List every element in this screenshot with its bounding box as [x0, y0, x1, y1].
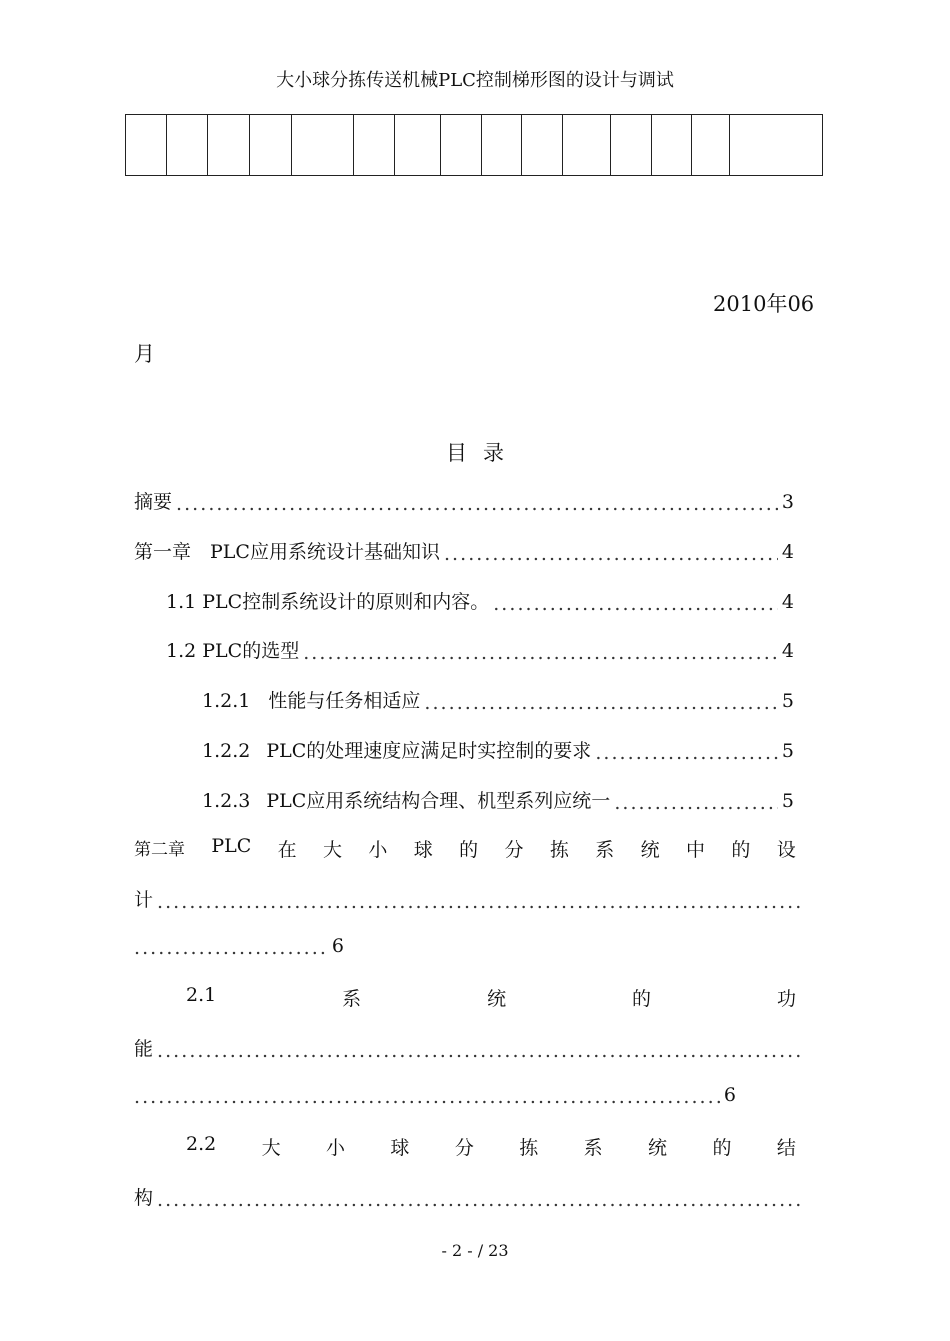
- dot-leader: [157, 1189, 802, 1208]
- grid-cell: [692, 115, 730, 175]
- toc-chapter2-line[interactable]: [134, 835, 796, 862]
- toc-word: 中: [686, 839, 706, 861]
- grid-cell: [167, 115, 208, 175]
- toc-entry[interactable]: [202, 686, 794, 713]
- toc-word: 大: [323, 839, 343, 861]
- dot-leader: [424, 692, 778, 711]
- toc-word: PLC: [211, 835, 252, 857]
- dot-leader: [614, 792, 778, 811]
- dot-leader: [134, 1086, 720, 1105]
- toc-word: 在: [277, 839, 297, 861]
- toc-word: 构: [134, 1187, 154, 1209]
- toc-word: 系: [583, 1137, 603, 1159]
- toc-word: 的: [632, 988, 652, 1010]
- toc-word: 小: [368, 839, 388, 861]
- toc-entry-page: 5: [781, 790, 794, 812]
- dot-leader: [157, 891, 802, 910]
- toc-word: 系: [595, 839, 615, 861]
- date-year: 2010年06: [713, 292, 815, 316]
- toc-entry[interactable]: [166, 587, 794, 614]
- toc-section21-continuation: [134, 1034, 802, 1061]
- toc-entry-page: 5: [781, 690, 794, 712]
- toc-word: 分: [504, 839, 524, 861]
- dot-leader: [157, 1040, 802, 1059]
- toc-entry[interactable]: [202, 786, 794, 813]
- toc-entry-label: 摘要: [134, 491, 173, 513]
- grid-cell: [395, 115, 441, 175]
- toc-word: 2.2: [186, 1133, 217, 1155]
- dot-leader: [444, 543, 778, 562]
- grid-cell: [730, 115, 822, 175]
- toc-word: 统: [487, 988, 507, 1010]
- toc-section21-line[interactable]: [186, 984, 796, 1011]
- toc-entry-number: 1.2.1: [202, 690, 251, 712]
- toc-word: 的: [712, 1137, 732, 1159]
- toc-word: 统: [648, 1137, 668, 1159]
- grid-cell: [482, 115, 522, 175]
- dot-leader: [134, 937, 328, 956]
- toc-entry-label: 第一章 PLC应用系统设计基础知识: [134, 541, 440, 563]
- toc-entry-page: 4: [781, 591, 794, 613]
- toc-title: 目录: [446, 441, 520, 465]
- toc-entry-page: 4: [781, 640, 794, 662]
- grid-cell: [441, 115, 482, 175]
- toc-word: 结: [776, 1137, 796, 1159]
- dot-leader: [176, 493, 778, 512]
- toc-entry-page: 3: [781, 491, 794, 513]
- toc-word: 2.1: [186, 984, 217, 1006]
- toc-chapter2-page-line: [134, 935, 344, 957]
- toc-word: 系: [342, 988, 362, 1010]
- toc-entry[interactable]: [134, 537, 794, 564]
- toc-word: 拣: [519, 1137, 539, 1159]
- toc-entry-label: 性能与任务相适应: [268, 690, 421, 712]
- toc-entry[interactable]: [166, 636, 794, 663]
- toc-entry-page: 6: [723, 1084, 736, 1106]
- toc-word: 球: [413, 839, 433, 861]
- toc-entry-label: PLC应用系统结构合理、机型系列应统一: [266, 790, 611, 812]
- toc-entry[interactable]: [202, 736, 794, 763]
- dot-leader: [493, 593, 778, 612]
- toc-entry-label: 1.2 PLC的选型: [166, 640, 300, 662]
- blank-grid-table: [125, 114, 823, 176]
- toc-entry[interactable]: [134, 487, 794, 514]
- toc-chapter2-prefix: 第二章: [134, 840, 185, 860]
- toc-entry-page: 4: [781, 541, 794, 563]
- toc-word: 小: [326, 1137, 346, 1159]
- toc-entry-label: PLC的处理速度应满足时实控制的要求: [266, 740, 592, 762]
- toc-entry-page: 5: [781, 740, 794, 762]
- toc-entry-label: 1.1 PLC控制系统设计的原则和内容。: [166, 591, 490, 613]
- page-number-footer: - 2 - / 23: [441, 1241, 509, 1260]
- toc-word: 功: [776, 988, 796, 1010]
- toc-section22-continuation: [134, 1183, 802, 1210]
- grid-cell: [208, 115, 250, 175]
- toc-entry-page: 6: [331, 935, 344, 957]
- toc-word: 拣: [549, 839, 569, 861]
- toc-entry-number: 1.2.2: [202, 740, 251, 762]
- grid-cell: [522, 115, 563, 175]
- dot-leader: [595, 742, 778, 761]
- grid-cell: [250, 115, 292, 175]
- toc-section21-page-line: [134, 1084, 736, 1106]
- grid-cell: [292, 115, 354, 175]
- grid-cell: [354, 115, 395, 175]
- toc-word: 大: [261, 1137, 281, 1159]
- toc-word: 球: [390, 1137, 410, 1159]
- grid-cell: [652, 115, 692, 175]
- grid-cell: [126, 115, 167, 175]
- running-header: 大小球分拣传送机械PLC控制梯形图的设计与调试: [276, 70, 674, 91]
- toc-word: 能: [134, 1038, 154, 1060]
- dot-leader: [303, 642, 778, 661]
- toc-entry-number: 1.2.3: [202, 790, 251, 812]
- toc-section22-line[interactable]: [186, 1133, 796, 1160]
- toc-word: 计: [134, 889, 154, 911]
- date-month: 月: [134, 342, 155, 366]
- toc-word: 的: [459, 839, 479, 861]
- toc-word: 统: [640, 839, 660, 861]
- toc-word: 分: [454, 1137, 474, 1159]
- grid-cell: [563, 115, 611, 175]
- toc-chapter2-continuation: [134, 885, 802, 912]
- toc-word: 设: [776, 839, 796, 861]
- toc-word: 的: [731, 839, 751, 861]
- grid-cell: [611, 115, 652, 175]
